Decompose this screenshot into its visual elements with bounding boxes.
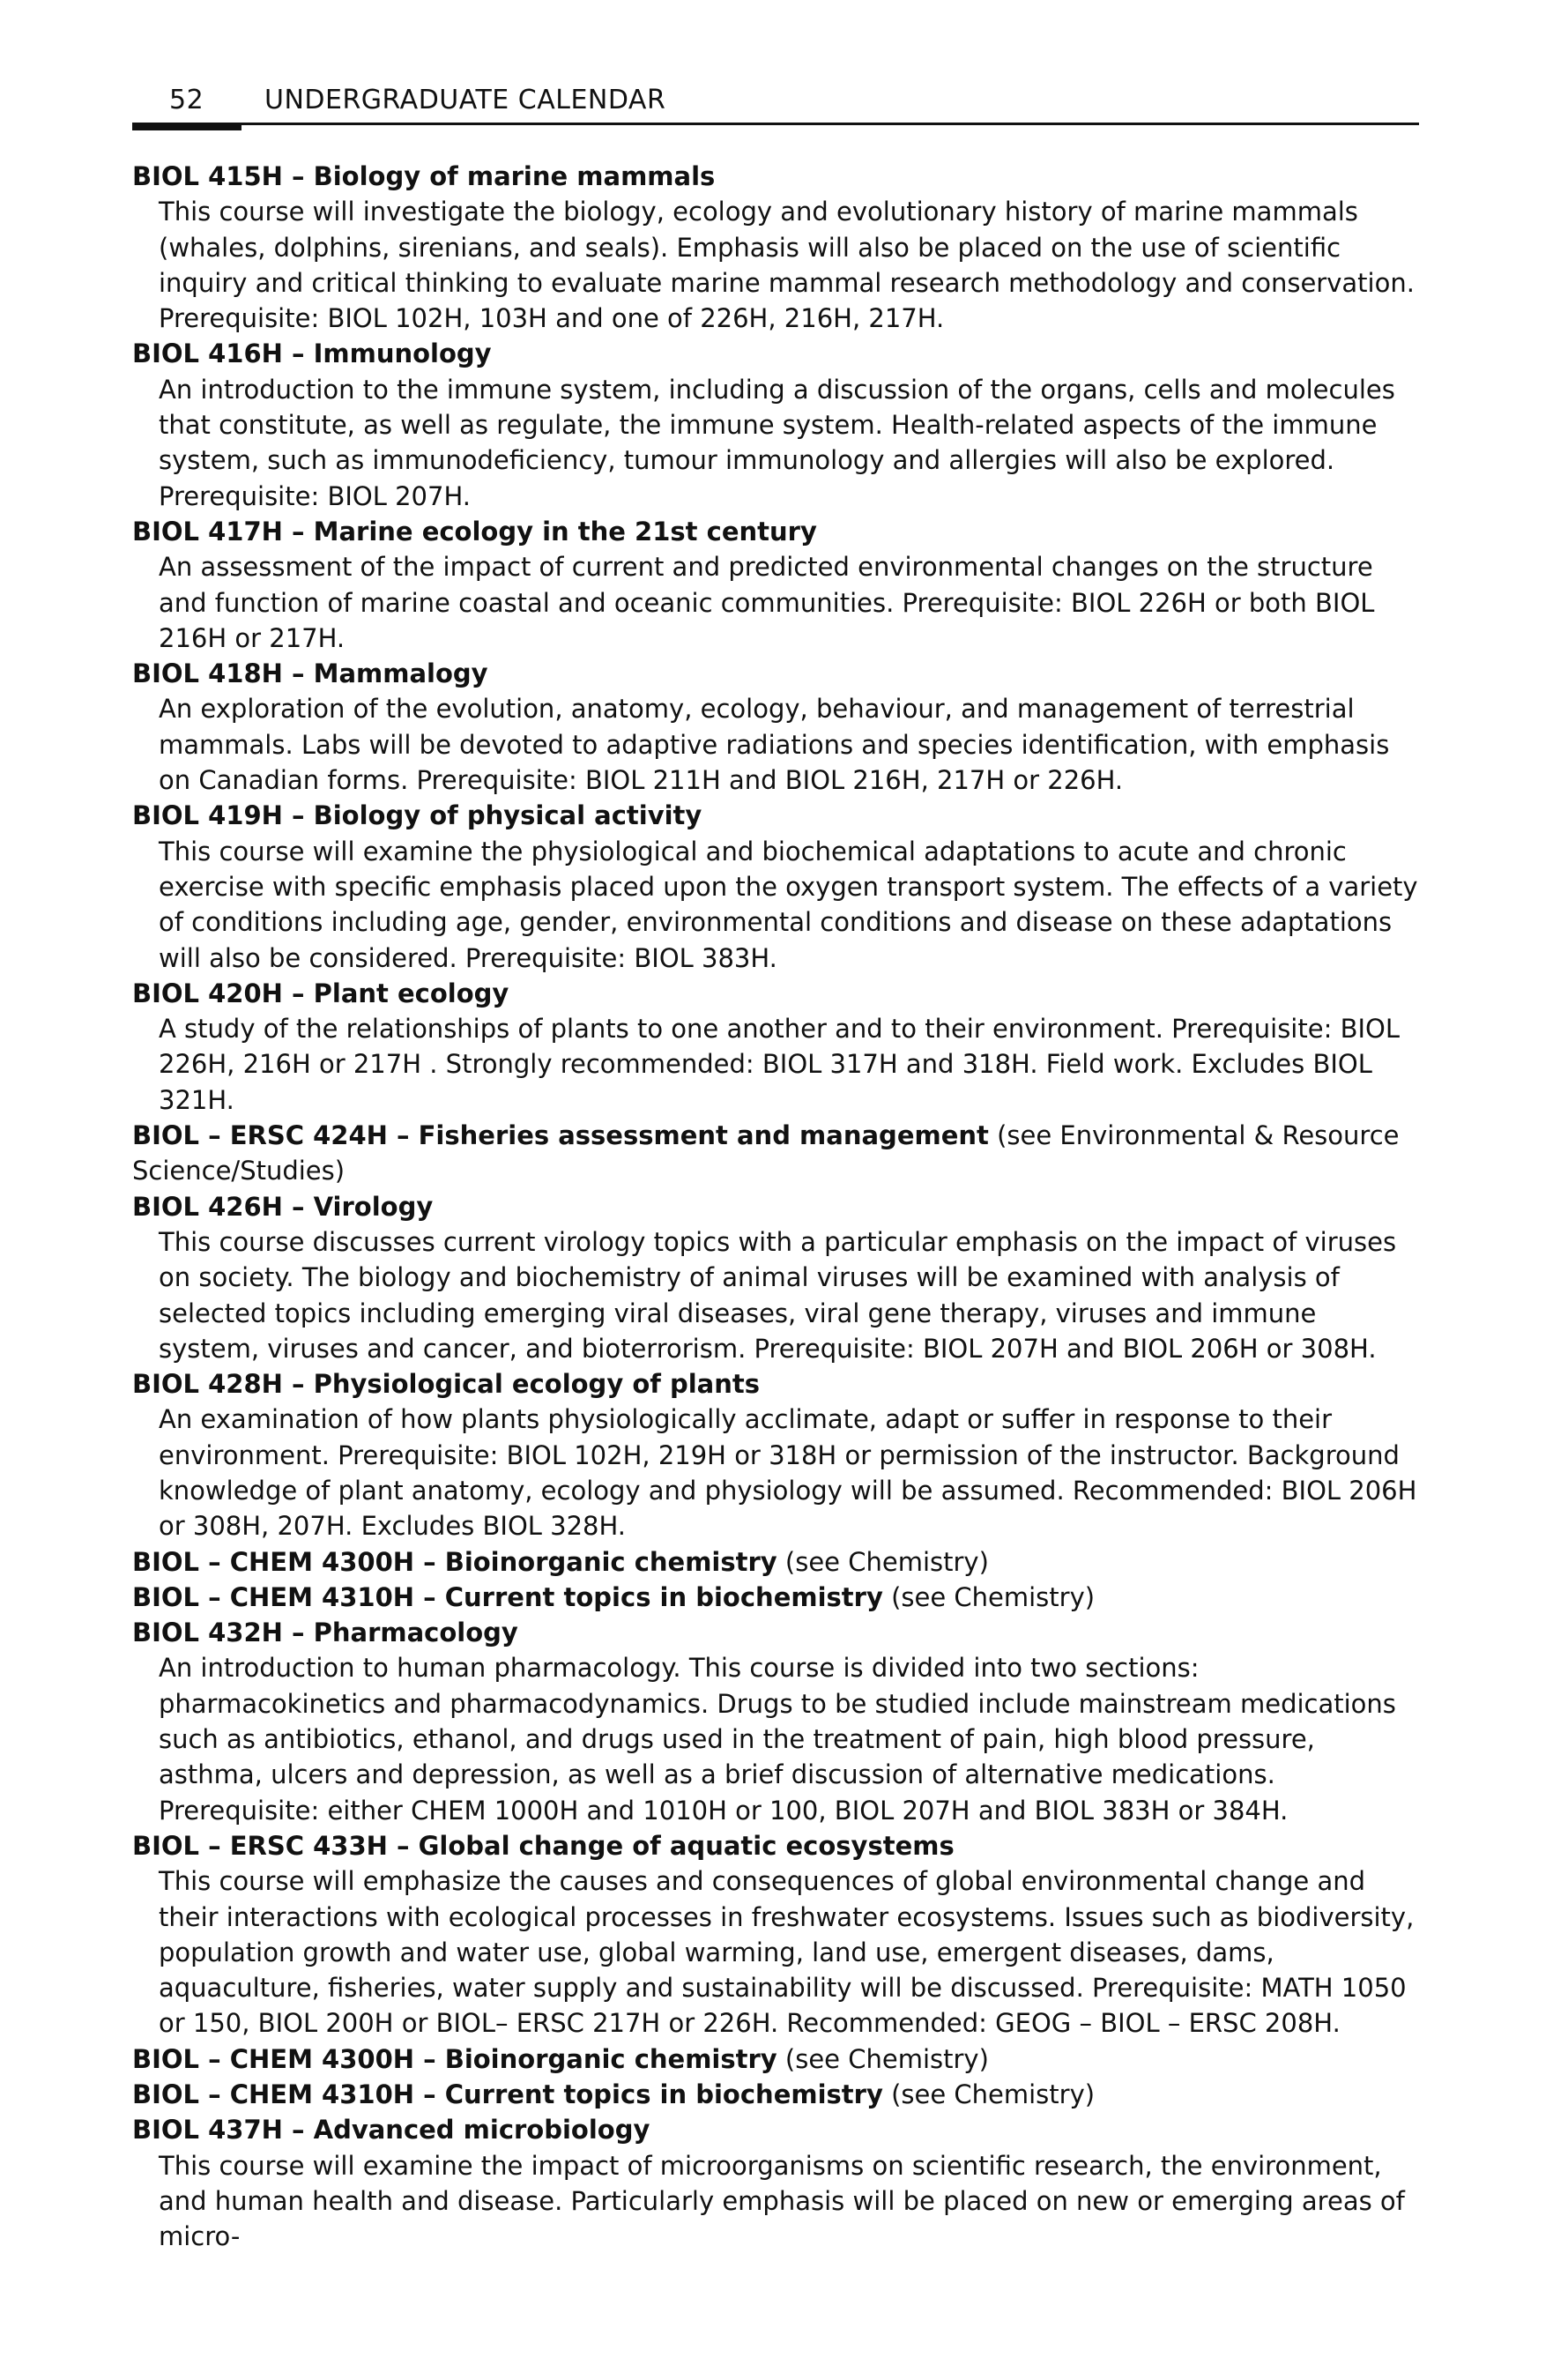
header-rule-accent xyxy=(132,123,241,130)
course-title-line xyxy=(132,2112,1421,2147)
course-title-line xyxy=(132,1544,1421,1580)
course-entry xyxy=(132,159,1421,336)
course-entry xyxy=(132,1544,1421,1580)
course-title-line xyxy=(132,1366,1421,1402)
course-title-line xyxy=(132,1580,1421,1615)
course-title: BIOL – CHEM 4310H – Current topics in biochemistry xyxy=(132,1581,883,1612)
course-title: BIOL 418H – Mammalogy xyxy=(132,658,488,689)
course-description: This course will examine the impact of microorganisms on scientific research, the environment, and human health and disease. Particularly emphasis will be placed on new or emerging areas of micro- xyxy=(159,2150,1405,2252)
running-head: UNDERGRADUATE CALENDAR xyxy=(264,85,666,115)
page-header xyxy=(132,81,1419,123)
course-description: This course discusses current virology topics with a particular emphasis on the impact of viruses on society. The biology and biochemistry of animal viruses will be examined with analysis of selected topics including emerging viral diseases, viral gene therapy, viruses and immune system, viruses and cancer, and bioterrorism. Prerequisite: BIOL 207H and BIOL 206H or 308H. xyxy=(159,1226,1397,1364)
course-title: BIOL 419H – Biology of physical activity xyxy=(132,800,702,831)
course-title-line xyxy=(132,656,1421,691)
course-title: BIOL – CHEM 4300H – Bioinorganic chemistry xyxy=(132,2043,777,2074)
course-title: BIOL – ERSC 433H – Global change of aquatic ecosystems xyxy=(132,1830,955,1861)
course-description: A study of the relationships of plants to one another and to their environment. Prerequisite: BIOL 226H, 216H or 217H . Strongly recommended: BIOL 317H and 318H. Field work. Excludes BIOL 321H. xyxy=(159,1014,1401,1115)
course-title-line xyxy=(132,336,1421,371)
course-title: BIOL 417H – Marine ecology in the 21st century xyxy=(132,516,817,547)
course-title-line xyxy=(132,514,1421,549)
course-entry xyxy=(132,1615,1421,1828)
course-entry xyxy=(132,1828,1421,2042)
course-description: An introduction to the immune system, including a discussion of the organs, cells and molecules that constitute, as well as regulate, the immune system. Health-related aspects of the immune system, such as immunodeficiency, tumour immunology and allergies will also be explored. Prerequisite: BIOL 207H. xyxy=(159,374,1395,511)
course-entry xyxy=(132,656,1421,798)
course-entry xyxy=(132,976,1421,1118)
course-entry xyxy=(132,1366,1421,1543)
course-title-line xyxy=(132,2077,1421,2112)
course-title-line xyxy=(132,1118,1421,1189)
course-description: This course will examine the physiological and biochemical adaptations to acute and chronic exercise with specific emphasis placed upon the oxygen transport system. The effects of a variety of conditions including age, gender, environmental conditions and disease on these adaptations will also be considered. Prerequisite: BIOL 383H. xyxy=(159,836,1418,973)
course-title-line xyxy=(132,1189,1421,1224)
course-entry xyxy=(132,798,1421,975)
course-entry xyxy=(132,336,1421,513)
cross-reference: (see Chemistry) xyxy=(891,1581,1096,1612)
course-title: BIOL – CHEM 4300H – Bioinorganic chemistry xyxy=(132,1546,777,1577)
header-rule xyxy=(132,123,1419,125)
course-entry xyxy=(132,2077,1421,2112)
course-title-line xyxy=(132,159,1421,194)
course-title: BIOL 416H – Immunology xyxy=(132,338,492,369)
course-title-line xyxy=(132,976,1421,1011)
course-entry xyxy=(132,2042,1421,2077)
course-description: An examination of how plants physiologically acclimate, adapt or suffer in response to their environment. Prerequisite: BIOL 102H, 219H or 318H or permission of the instructor. Background knowledge of plant anatomy, ecology and physiology will be assumed. Recommended: BIOL 206H or 308H, 207H. Excludes BIOL 328H. xyxy=(159,1404,1417,1542)
course-title-line xyxy=(132,2042,1421,2077)
course-entry xyxy=(132,1580,1421,1615)
course-title-line xyxy=(132,798,1421,833)
course-description: An introduction to human pharmacology. This course is divided into two sections: pharmacokinetics and pharmacodynamics. Drugs to be studied include mainstream medications such as antibiotics, ethanol, and drugs used in the treatment of pain, high blood pressure, asthma, ulcers and depression, as well as a brief discussion of alternative medications. Prerequisite: either CHEM 1000H and 1010H or 100, BIOL 207H and BIOL 383H or 384H. xyxy=(159,1653,1396,1826)
cross-reference: (see Environmental & Resource Science/Studies) xyxy=(132,1120,1400,1186)
course-title: BIOL 420H – Plant ecology xyxy=(132,978,509,1008)
course-description: An exploration of the evolution, anatomy, ecology, behaviour, and management of terrestrial mammals. Labs will be devoted to adaptive radiations and species identification, with emphasis on Canadian forms. Prerequisite: BIOL 211H and BIOL 216H, 217H or 226H. xyxy=(159,694,1390,796)
page-number: 52 xyxy=(169,85,204,115)
course-description: This course will investigate the biology, ecology and evolutionary history of marine mammals (whales, dolphins, sirenians, and seals). Emphasis will also be placed on the use of scientific inquiry and critical thinking to evaluate marine mammal research methodology and conservation. Prerequisite: BIOL 102H, 103H and one of 226H, 216H, 217H. xyxy=(159,197,1415,334)
course-entry xyxy=(132,1118,1421,1189)
course-title-line xyxy=(132,1828,1421,1863)
course-title: BIOL 432H – Pharmacology xyxy=(132,1618,518,1648)
course-title: BIOL – CHEM 4310H – Current topics in biochemistry xyxy=(132,2079,883,2110)
cross-reference: (see Chemistry) xyxy=(891,2079,1096,2110)
cross-reference: (see Chemistry) xyxy=(784,2043,989,2074)
course-title: BIOL 428H – Physiological ecology of plants xyxy=(132,1369,760,1400)
course-entry xyxy=(132,514,1421,656)
course-description: An assessment of the impact of current and predicted environmental changes on the structure and function of marine coastal and oceanic communities. Prerequisite: BIOL 226H or both BIOL 216H or 217H. xyxy=(159,552,1375,653)
cross-reference: (see Chemistry) xyxy=(784,1546,989,1577)
course-title: BIOL 426H – Virology xyxy=(132,1191,434,1222)
course-description: This course will emphasize the causes and consequences of global environmental change and their interactions with ecological processes in freshwater ecosystems. Issues such as biodiversity, population growth and water use, global warming, land use, emergent diseases, dams, aquaculture, fisheries, water supply and sustainability will be discussed. Prerequisite: MATH 1050 or 150, BIOL 200H or BIOL– ERSC 217H or 226H. Recommended: GEOG – BIOL – ERSC 208H. xyxy=(159,1866,1415,2039)
course-title: BIOL 415H – Biology of marine mammals xyxy=(132,161,716,191)
course-title: BIOL – ERSC 424H – Fisheries assessment and management xyxy=(132,1120,989,1151)
course-entry xyxy=(132,2112,1421,2254)
course-title-line xyxy=(132,1615,1421,1650)
course-entry xyxy=(132,1189,1421,1366)
course-title: BIOL 437H – Advanced microbiology xyxy=(132,2115,650,2146)
course-list xyxy=(132,159,1421,2255)
